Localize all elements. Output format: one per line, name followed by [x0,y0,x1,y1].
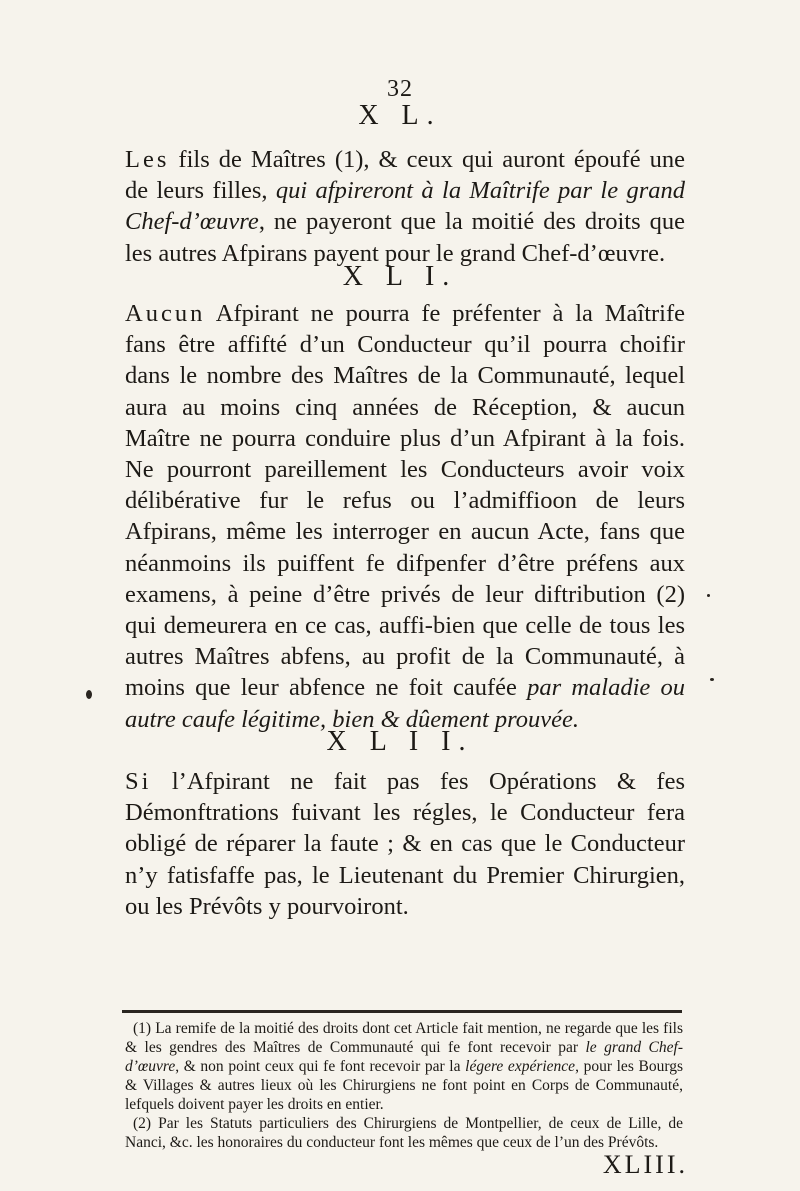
footnote-rule [122,1010,682,1013]
ink-speck [710,678,714,681]
footnotes [125,1019,683,1152]
catchword: XLIII. [602,1150,688,1179]
article-heading-xl: X L. [358,100,442,131]
italic-phrase: par maladie ou autre caufe légitime, bien & dûement prouvée. [125,674,685,733]
article-heading-xlii: X L I I. [326,726,474,757]
article-lead-word: Aucun [125,300,206,327]
footnote-2: (2) Par les Statuts particuliers des Chirurgiens de Montpellier, de ceux de Lille, de Nanci, &c. les honoraires du conducteur font les mêmes que ceux de l’un des Prévôts. [125,1115,683,1151]
article-lead-word: Si [125,768,152,795]
footnote-1: (1) La remife de la moitié des droits dont cet Article fait mention, ne regarde que les fils & les gendres des Maîtres de Communauté qui fe font recevoir par le grand Chef-d’œuvre, & non point ceux qui fe font recevoir par la légere expérience, pour les Bourgs & Villages & autres lieux où les Chirurgiens ne font point en Corps de Communauté, lefquels doivent payer les droits en entier. [125,1020,683,1113]
article-heading-xli: X L I. [342,261,458,292]
italic-phrase: qui afpireront à la Maîtrife par le grand Chef-d’œuvre [125,177,685,236]
article-lead-word: Les [125,146,170,173]
article-body-xli: Aucun Afpirant ne pourra fe préfenter à la Maîtrife fans être affifté d’un Conducteur qu’il pourra choifir dans le nombre des Maîtres de la Communauté, lequel aura au moins cinq années de Réception, & aucun Maître ne pourra conduire plus d’un Afpirant à la fois. Ne pourront pareillement les Conducteurs avoir voix délibérative fur le refus ou l’admiffioon de leurs Afpirans, même les interroger en aucun Acte, fans que néanmoins ils puiffent fe difpenfer d’être préfens aux examens, à peine d’être privés de leur diftribution (2) qui demeurera en ce cas, auffi-bien que celle de tous les autres Maîtres abfens, au profit de la Communauté, à moins que leur abfence ne foit caufée par maladie ou autre caufe légitime, bien & dûement prouvée. [125,300,685,733]
page-number: 32 [387,76,413,102]
ink-speck [86,690,92,699]
ink-speck [707,594,710,597]
article-body-xl: Les fils de Maîtres (1), & ceux qui auront époufé une de leurs filles, qui afpireront à la Maîtrife par le grand Chef-d’œuvre, ne payeront que la moitié des droits que les autres Afpirans payent pour le grand Chef-d’œuvre. [125,146,685,267]
article-body-xlii: Si l’Afpirant ne fait pas fes Opérations & fes Démonftrations fuivant les régles, le Conducteur fera obligé de réparer la faute ; & en cas que le Conducteur n’y fatisfaffe pas, le Lieutenant du Premier Chirurgien, ou les Prévôts y pourvoiront. [125,768,685,920]
